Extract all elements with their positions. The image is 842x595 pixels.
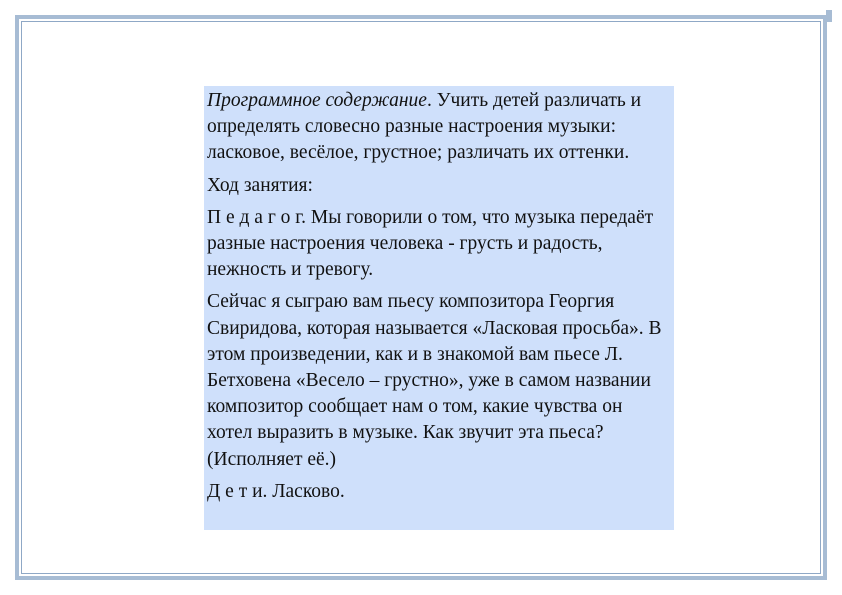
lesson-text-block bbox=[204, 86, 674, 530]
paragraph-teacher-intro: П е д а г о г. Мы говорили о том, что музыка передаёт разные настроения человека - грусть и радость, нежность и тревогу. bbox=[207, 206, 654, 281]
paragraph-children-answer: Д е т и. Ласково. bbox=[207, 480, 345, 502]
frame-corner-ornament bbox=[826, 10, 832, 22]
program-content-text: . Учить детей различать и определять словесно разные настроения музыки: ласковое, весёлое, грустное; различать их оттенки. bbox=[207, 90, 642, 164]
program-content-label: Программное содержание bbox=[207, 90, 427, 111]
paragraph-teacher-piece: Сейчас я сыграю вам пьесу композитора Георгия Свиридова, которая называется «Ласковая просьба». В этом произведении, как и в знакомой вам пьесе Л. Бетховена «Весело – грустно», уже в самом названии композитор сообщает нам о том, какие чувства он хотел выразить в музыке. Как звучит эта пьеса? (Исполняет её.) bbox=[207, 291, 662, 470]
paragraph-lesson-course: Ход занятия: bbox=[207, 174, 313, 196]
paragraph-program-content bbox=[207, 88, 670, 167]
